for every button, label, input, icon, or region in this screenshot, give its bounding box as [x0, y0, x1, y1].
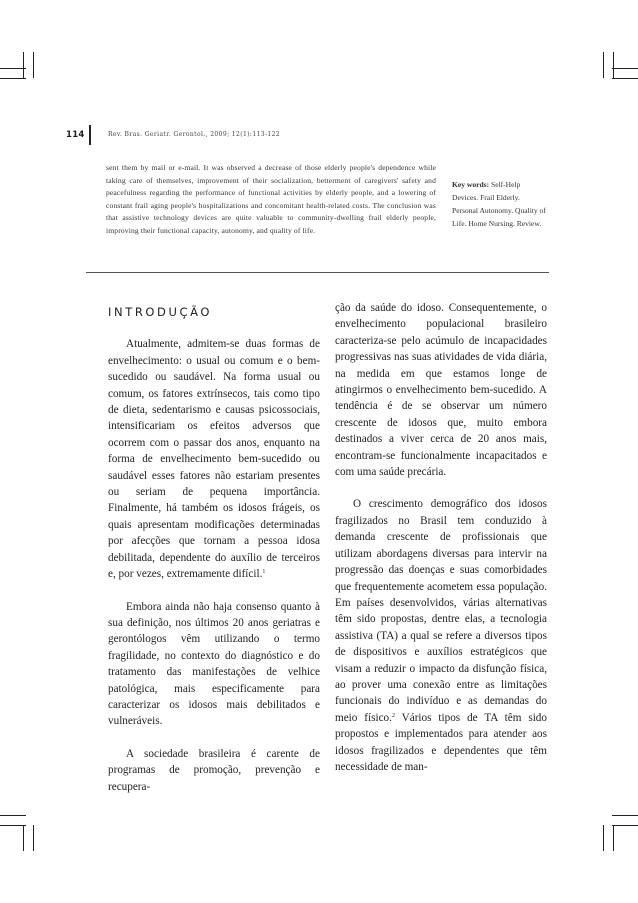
- paragraph-text: O crescimento demográfico dos idosos fragilizados no Brasil tem conduzido à demanda crescente de profissionais que utilizam abordagens diversas para intervir na progressão das doenças e suas comorbidades que frequentemente acometem essa população. Em países desenvolvidos, várias alternativas têm sido propostas, dentre elas, a tecnologia assistiva (TA) a qual se refere a diversos tipos de dispositivos e auxílios estratégicos que visam a reduzir o impacto da disfunção física, ao prover uma conexão entre as limitações funcionais do indivíduo e as demandas do meio físico.: [335, 498, 547, 724]
- crop-mark: [603, 825, 604, 851]
- crop-mark: [0, 78, 26, 79]
- crop-mark: [613, 52, 614, 78]
- keywords-block: [452, 178, 547, 230]
- left-column: [108, 304, 320, 795]
- crop-mark: [23, 52, 24, 78]
- crop-mark: [612, 68, 638, 69]
- abstract-divider: [86, 272, 549, 273]
- crop-mark: [612, 825, 638, 826]
- section-title: INTRODUÇÃO: [108, 305, 213, 319]
- paragraph: Embora ainda não haja consenso quanto à sua definição, nos últimos 20 anos geriatras e gerontólogos vêm utilizando o termo fragilidade, no contexto do diagnóstico e do tratamento das manifestações de velhice patológica, mais especificamente para caracterizar os idosos mais debilitados e vulneráveis.: [108, 600, 320, 728]
- keywords-label: Key words:: [452, 180, 490, 189]
- paragraph: ção da saúde do idoso. Consequentemente, o envelhecimento populacional brasileiro caracteriza-se pelo acúmulo de incapacidades progressivas nas suas atividades de vida diária, na medida em que estamos longe de atingirmos o envelhecimento bem-sucedido. A tendência é de se observar um número crescente de idosos que, muito embora destinados a viver cerca de 20 anos mais, encontram-se funcionalmente incapacitados e com uma saúde precária.: [335, 302, 547, 479]
- crop-mark: [612, 78, 638, 79]
- crop-mark: [0, 825, 26, 826]
- running-header: [66, 130, 306, 144]
- paragraph: [335, 496, 547, 775]
- crop-mark: [0, 815, 26, 816]
- abstract-text: sent them by mail or e-mail. It was observed a decrease of those elderly people's dependence while taking care of themselves, improvement of their socialization, betterment of caregivers' safety and peacefulness regarding the performance of functional activities by elderly people, and a lowering of constant frail aging people's hospitalizations and concomitant health-related costs. The conclusion was that assistive technology devices are quite valuable to community-dwelling frail elderly people, improving their functional capacity, autonomy, and quality of life.: [106, 163, 436, 235]
- header-divider: [89, 125, 91, 145]
- paragraph-text: Vários tipos de TA têm sido propostos e implementados para atender aos idosos fragilizados e dependentes que têm necessidade de man-: [335, 711, 547, 773]
- paragraph: [108, 336, 320, 582]
- crop-mark: [33, 52, 34, 78]
- crop-mark: [0, 68, 26, 69]
- paragraph: A sociedade brasileira é carente de programas de promoção, prevenção e recupera-: [108, 747, 320, 793]
- crop-mark: [23, 825, 24, 851]
- reference-marker: 1: [262, 569, 266, 576]
- crop-mark: [33, 825, 34, 851]
- journal-citation: Rev. Bras. Geriatr. Gerontol., 2009; 12(1):113-122: [108, 131, 281, 138]
- reference-marker: 2: [391, 712, 395, 719]
- crop-mark: [603, 52, 604, 78]
- crop-mark: [613, 825, 614, 851]
- paragraph-text: Atualmente, admitem-se duas formas de envelhecimento: o usual ou comum e o bem-sucedido ou saudável. Na forma usual ou comum, os fatores extrínsecos, tais como tipo de dieta, sedentarismo e causas psicossociais, intensificariam os efeitos adversos que ocorrem com o passar dos anos, enquanto na forma de envelhecimento bem-sucedido ou saudável esses fatores não estariam presentes ou seriam de pequena importância. Finalmente, há também os idosos frágeis, os quais apresentam modificações determinadas por afecções que tornam a pessoa idosa debilitada, dependente do auxílio de terceiros e, por vezes, extremamente difícil.: [108, 338, 320, 581]
- keywords-list: Self-Help Devices. Frail Elderly. Personal Autonomy. Quality of Life. Home Nursing. Review.: [452, 180, 546, 228]
- crop-mark: [612, 815, 638, 816]
- page-number: 114: [66, 130, 85, 140]
- right-column: [335, 300, 547, 775]
